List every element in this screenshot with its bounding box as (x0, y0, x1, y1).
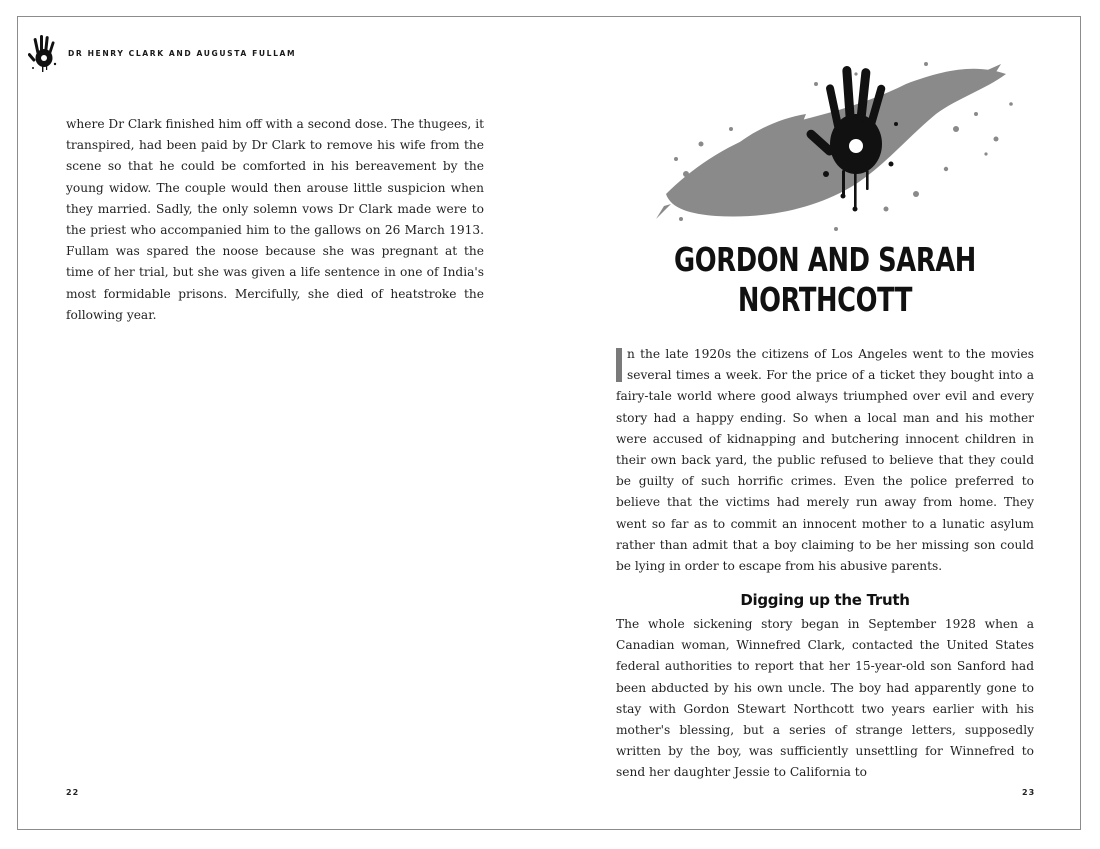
handprint-icon (28, 32, 60, 74)
intro-paragraph: n the late 1920s the citizens of Los Angeles went to the movies several times a week. For the price of a ticket they bought into a fairy-tale world where good always triumphed over evil and every story had a happy ending. So when a local man and his mother were accused of kidnapping and butchering innocent children in their own back yard, the public refused to believe that they could be guilty of such horrific crimes. Even the police preferred to believe that the victims had merely run away from home. They went so far as to commit an innocent mother to a lunatic asylum rather than admit that a boy claiming to be her missing son could be lying in order to escape from his abusive parents. (616, 347, 1034, 574)
page-number-left: 22 (66, 788, 80, 797)
running-title: DR HENRY CLARK AND AUGUSTA FULLAM (68, 48, 297, 58)
section-heading: Digging up the Truth (740, 591, 910, 609)
section-body (616, 614, 1034, 784)
chapter-title-line-2: NORTHCOTT (737, 280, 913, 319)
chapter-title-line-1: GORDON AND SARAH (674, 240, 976, 279)
left-page-body (66, 114, 484, 326)
section-paragraph: The whole sickening story began in September 1928 when a Canadian woman, Winnefred Clark, contacted the United States federal authorities to report that her 15-year-old son Sanford had been abducted by his own uncle. The boy had apparently gone to stay with Gordon Stewart Northcott two years earlier with his mother's blessing, but a series of strange letters, supposedly written by the boy, was sufficiently unsettling for Winnefred to send her daughter Jessie to California to (616, 617, 1034, 780)
running-header (28, 32, 296, 74)
drop-cap-bar (616, 348, 622, 382)
intro-section (616, 344, 1034, 577)
left-paragraph: where Dr Clark finished him off with a second dose. The thugees, it transpired, had been paid by Dr Clark to remove his wife from the scene so that he could be comforted in his bereavement by the young widow. The couple would then arouse little suspicion when they married. Sadly, the only solemn vows Dr Clark made were to the priest who accompanied him to the gallows on 26 March 1913. Fullam was spared the noose because she was pregnant at the time of her trial, but she was given a life sentence in one of India's most formidable prisons. Mercifully, she died of heatstroke the following year. (66, 117, 484, 322)
page-number-right: 23 (1022, 788, 1036, 797)
chapter-title (650, 240, 1001, 320)
handprint-splatter-illustration (656, 44, 1024, 244)
